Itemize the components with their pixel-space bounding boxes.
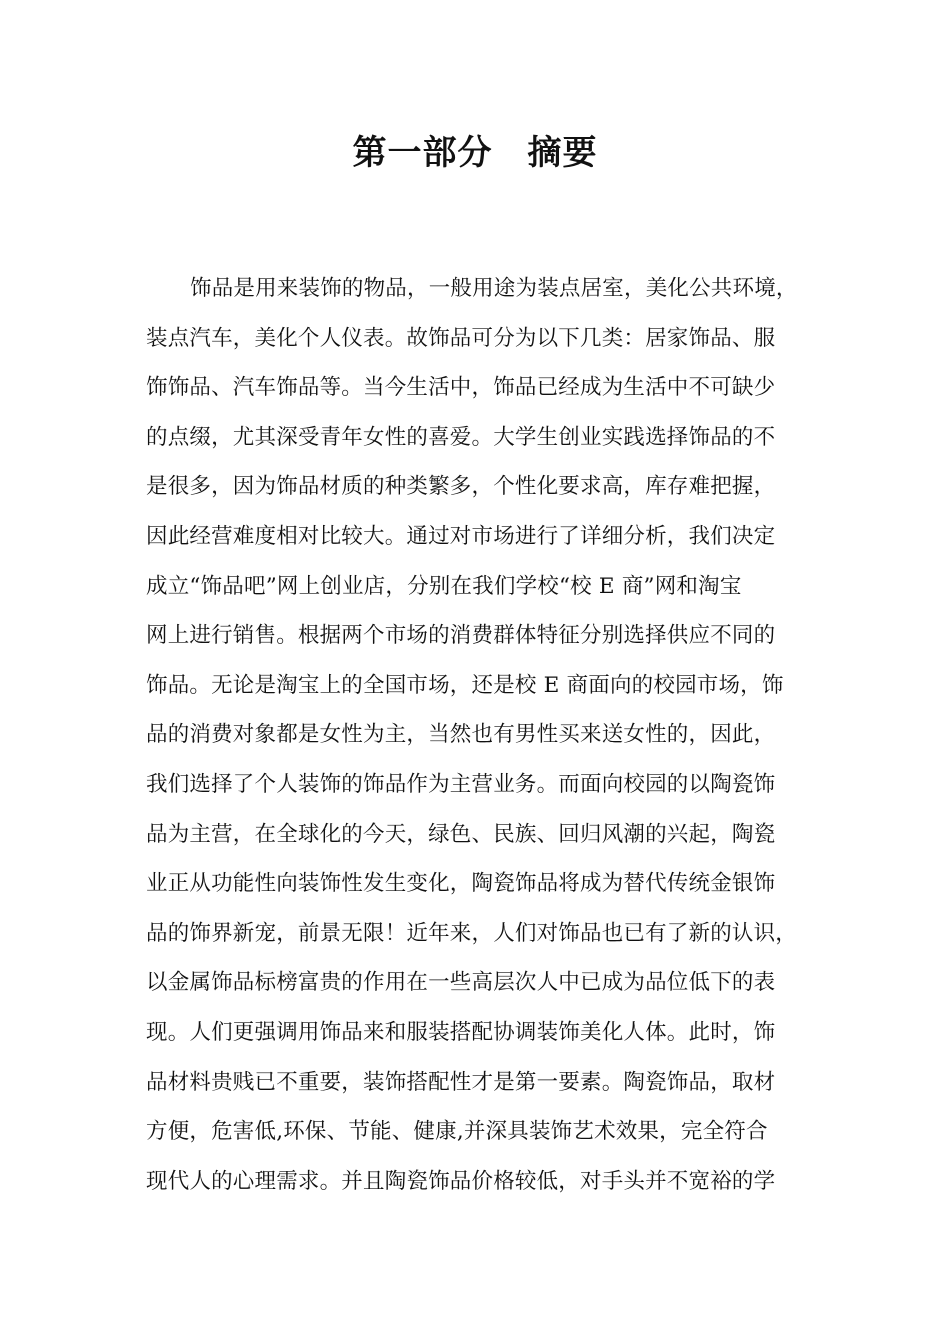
paragraph-line: 饰品。无论是淘宝上的全国市场，还是校 E 商面向的校园市场，饰	[146, 672, 784, 698]
paragraph-line: 饰饰品、汽车饰品等。当今生活中，饰品已经成为生活中不可缺少	[146, 375, 776, 401]
paragraph-line: 饰品是用来装饰的物品，一般用途为装点居室，美化公共环境，	[190, 276, 798, 301]
paragraph-line: 我们选择了个人装饰的饰品作为主营业务。而面向校园的以陶瓷饰	[146, 771, 776, 797]
paragraph-line: 成立“饰品吧”网上创业店，分别在我们学校“校 E 商”网和淘宝	[146, 573, 742, 599]
page-title: 第一部分 摘要	[352, 133, 598, 173]
paragraph-line: 现。人们更强调用饰品来和服装搭配协调装饰美化人体。此时，饰	[146, 1019, 776, 1045]
paragraph-line: 方便，危害低,环保、节能、健康,并深具装饰艺术效果，完全符合	[146, 1119, 768, 1145]
paragraph-line: 品的消费对象都是女性为主，当然也有男性买来送女性的，因此，	[146, 722, 776, 748]
paragraph-line: 业正从功能性向装饰性发生变化，陶瓷饰品将成为替代传统金银饰	[146, 871, 776, 897]
paragraph-line: 品为主营，在全球化的今天，绿色、民族、回归风潮的兴起，陶瓷	[146, 821, 776, 847]
paragraph-line: 是很多，因为饰品材质的种类繁多，个性化要求高，库存难把握，	[146, 474, 776, 500]
paragraph-line: 因此经营难度相对比较大。通过对市场进行了详细分析，我们决定	[146, 523, 776, 549]
paragraph-line: 的点缀，尤其深受青年女性的喜爱。大学生创业实践选择饰品的不	[146, 424, 776, 450]
abstract-paragraph	[146, 264, 826, 1206]
paragraph-line: 品材料贵贱已不重要，装饰搭配性才是第一要素。陶瓷饰品，取材	[146, 1069, 776, 1095]
paragraph-line: 以金属饰品标榜富贵的作用在一些高层次人中已成为品位低下的表	[146, 970, 776, 996]
paragraph-line: 装点汽车，美化个人仪表。故饰品可分为以下几类：居家饰品、服	[146, 325, 776, 351]
paragraph-line: 现代人的心理需求。并且陶瓷饰品价格较低，对手头并不宽裕的学	[146, 1168, 776, 1194]
paragraph-line: 品的饰界新宠，前景无限！近年来，人们对饰品也已有了新的认识，	[146, 920, 798, 946]
paragraph-line: 网上进行销售。根据两个市场的消费群体特征分别选择供应不同的	[146, 623, 776, 649]
